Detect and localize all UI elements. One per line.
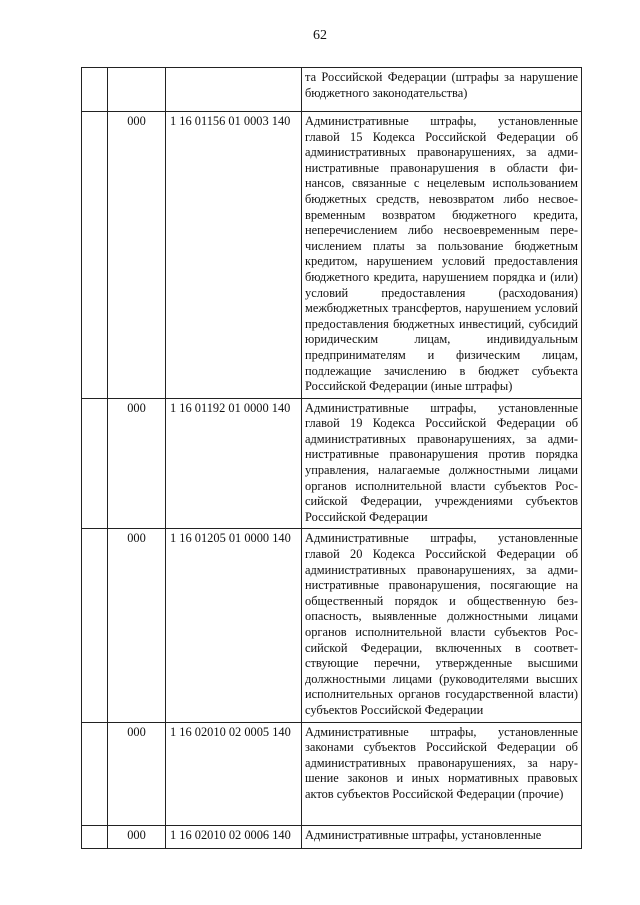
table-row [82, 68, 582, 112]
table-row [82, 529, 582, 722]
classification-code-cell [166, 68, 302, 112]
classification-code-cell: 1 16 02010 02 0005 140 [166, 722, 302, 825]
table-body [82, 68, 582, 849]
admin-code-cell: 000 [108, 398, 166, 529]
admin-code-cell: 000 [108, 722, 166, 825]
margin-cell [82, 825, 108, 848]
margin-cell [82, 722, 108, 825]
description-cell: Административные штрафы, установленные главой 19 Кодекса Российской Федерации об административных правонарушениях, за административные правонарушения против порядка управления, налагаемые должностными лицами органов исполнительной власти субъектов Российской Федерации, учреждениями субъектов Российской Федерации [302, 398, 582, 529]
classification-code-cell: 1 16 02010 02 0006 140 [166, 825, 302, 848]
margin-cell [82, 529, 108, 722]
admin-code-cell: 000 [108, 529, 166, 722]
table-row [82, 398, 582, 529]
margin-cell [82, 68, 108, 112]
revenue-classification-table [81, 67, 582, 849]
classification-code-cell: 1 16 01192 01 0000 140 [166, 398, 302, 529]
table-row [82, 722, 582, 825]
margin-cell [82, 112, 108, 399]
description-cell: Административные штрафы, установленные главой 20 Кодекса Российской Федерации об административных правонарушениях, за административные правонарушения, посягающие на общественный порядок и общественную безопасность, выявленные должностными лицами органов исполнительной власти субъектов Российской Федерации, включенных в соответствующие перечни, утвержденные высшими должностными лицами (руководителями высших исполнительных органов государственной власти) субъектов Российской Федерации [302, 529, 582, 722]
classification-code-cell: 1 16 01156 01 0003 140 [166, 112, 302, 399]
description-cell: та Российской Федерации (штрафы за нарушение бюджетного законодательства) [302, 68, 582, 112]
classification-code-cell: 1 16 01205 01 0000 140 [166, 529, 302, 722]
description-cell: Административные штрафы, установленные главой 15 Кодекса Российской Федерации об административных правонарушениях, за административные правонарушения в области финансов, связанные с нецелевым использованием бюджетных средств, невозвратом либо несвоевременным возвратом бюджетного кредита, неперечислением либо несвоевременным перечислением платы за пользование бюджетным кредитом, нарушением условий предоставления бюджетного кредита, нарушением порядка и (или) условий предоставления (расходования) межбюджетных трансфертов, нарушением условий предоставления бюджетных инвестиций, субсидий юридическим лицам, индивидуальным предпринимателям и физическим лицам, подлежащие зачислению в бюджет субъекта Российской Федерации (иные штрафы) [302, 112, 582, 399]
description-cell: Административные штрафы, установленные законами субъектов Российской Федерации об административных правонарушениях, за нарушение законов и иных нормативных правовых актов субъектов Российской Федерации (прочие) [302, 722, 582, 825]
admin-code-cell [108, 68, 166, 112]
admin-code-cell: 000 [108, 825, 166, 848]
page-number: 62 [313, 28, 327, 43]
table-row [82, 112, 582, 399]
margin-cell [82, 398, 108, 529]
table-row [82, 825, 582, 848]
admin-code-cell: 000 [108, 112, 166, 399]
description-cell: Административные штрафы, установленные [302, 825, 582, 848]
